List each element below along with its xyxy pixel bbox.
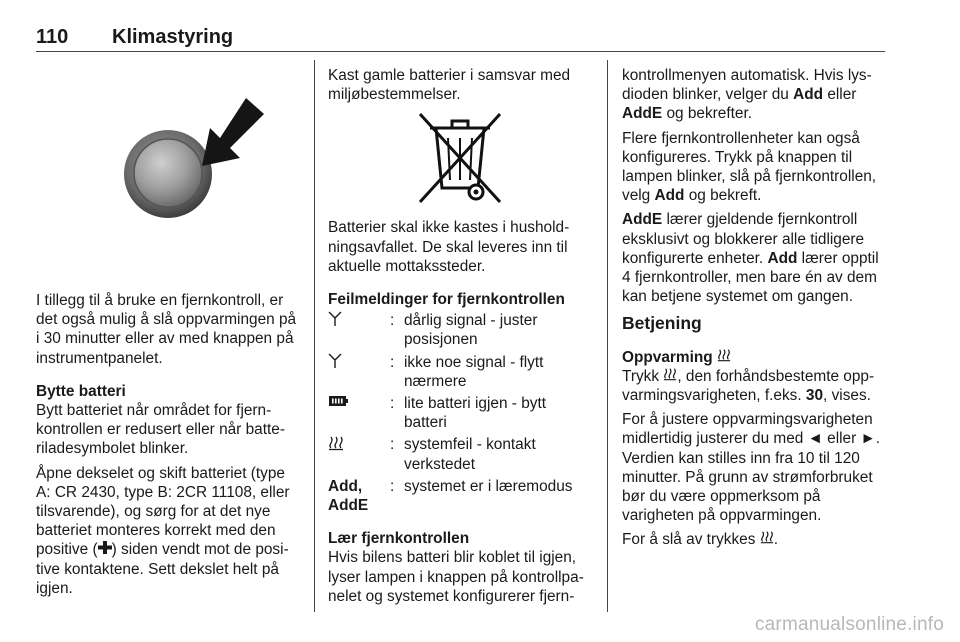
heating-paragraph-3: For å slå av trykkes .	[622, 531, 778, 549]
household-paragraph: Batterier skal ikke kastes i husholdningsavfallet. De skal leveres inn til aktuelle mottakssteder.	[328, 219, 570, 275]
column-left	[36, 291, 300, 603]
continue-paragraph: kontrollmenyen automatisk. Hvis lysdioden blinker, velger du Add eller AddE og bekrefter.	[622, 67, 872, 123]
heating-paragraph-1: Trykk , den forhåndsbestemte oppvarmingsvarigheten, f.eks. 30, vises.	[622, 367, 875, 405]
learn-paragraph: Hvis bilens batteri blir koblet til igjen, lyser lampen i knappen på kontrollpanelet og systemet konfigurerer fjern-	[328, 549, 584, 605]
dispose-paragraph: Kast gamle batterier i samsvar med miljøbestemmelser.	[328, 67, 571, 104]
antenna-weak-icon	[328, 311, 390, 349]
section-title: Betjening	[622, 313, 702, 334]
antenna-none-icon	[328, 353, 390, 391]
page-header	[36, 26, 885, 52]
column-right	[622, 66, 888, 555]
error-message-table	[328, 311, 592, 515]
learn-mode-symbol: Add, AddE	[328, 477, 369, 515]
table-row: Add, AddE : systemet er i læremodus	[328, 477, 573, 515]
heater-icon	[760, 530, 774, 549]
page-number: 110	[36, 26, 69, 48]
column-middle	[328, 66, 592, 611]
heater-icon	[328, 435, 390, 473]
battery-paragraph: Bytt batteriet når området for fjernkontrollen er redusert eller når batteriladesymbolet blinker.	[36, 402, 285, 458]
table-row: : ikke noe signal - flytt nærmere	[328, 353, 592, 391]
intro-paragraph: I tillegg til å bruke en fjernkontroll, er det også mulig å slå oppvarmingen på i 30 minutter eller av med knappen på instrumentpanelet.	[36, 292, 297, 367]
watermark: carmanualsonline.info	[754, 614, 944, 635]
battery-low-icon	[328, 394, 390, 432]
adde-paragraph: AddE lærer gjeldende fjernkontroll eksklusivt og blokkerer alle tidligere konfigurerte enheter. Add lærer opptil 4 fjernkontroller, men bare én av dem kan betjene systemet om gangen.	[622, 211, 879, 306]
heater-icon	[663, 367, 677, 386]
heater-icon	[717, 348, 731, 367]
heating-heading: Oppvarming	[622, 348, 888, 367]
column-divider	[314, 60, 315, 612]
crossed-bin-icon	[390, 110, 530, 210]
learn-heading: Lær fjernkontrollen	[328, 530, 470, 548]
heating-paragraph-2: For å justere oppvarmingsvarigheten midlertidig justerer du med ◄ eller ►. Verdien kan stilles inn fra 10 til 120 minutter. På grunn av strømforbruket bør du være oppmerksom på varigheten på oppvarmingen.	[622, 411, 880, 525]
column-divider	[607, 60, 608, 612]
table-row: : lite batteri igjen - bytt batteri	[328, 394, 592, 432]
page-title: Klimastyring	[112, 26, 234, 48]
plus-icon	[98, 540, 112, 559]
multiple-units-paragraph: Flere fjernkontrollenheter kan også konfigureres. Trykk på knappen til lampen blinker, slå på fjernkontrollen, velg Add og bekreft.	[622, 129, 877, 205]
table-row: : systemfeil - kontakt verkstedet	[328, 435, 592, 473]
button-illustration	[36, 66, 300, 278]
battery-paragraph-2: Åpne dekselet og skift batteriet (type A: CR 2430, type B: 2CR 11108, eller tilsvarende), og sørg for at det nye batteriet monteres korrekt med den positive ( ) siden vendt mot de positive kontaktene. Sett dekslet helt på igjen.	[36, 464, 290, 597]
battery-heading: Bytte batteri	[36, 382, 126, 400]
table-row: : dårlig signal - juster posisjonen	[328, 311, 592, 349]
errors-heading: Feilmeldinger for fjernkontrollen	[328, 291, 565, 309]
